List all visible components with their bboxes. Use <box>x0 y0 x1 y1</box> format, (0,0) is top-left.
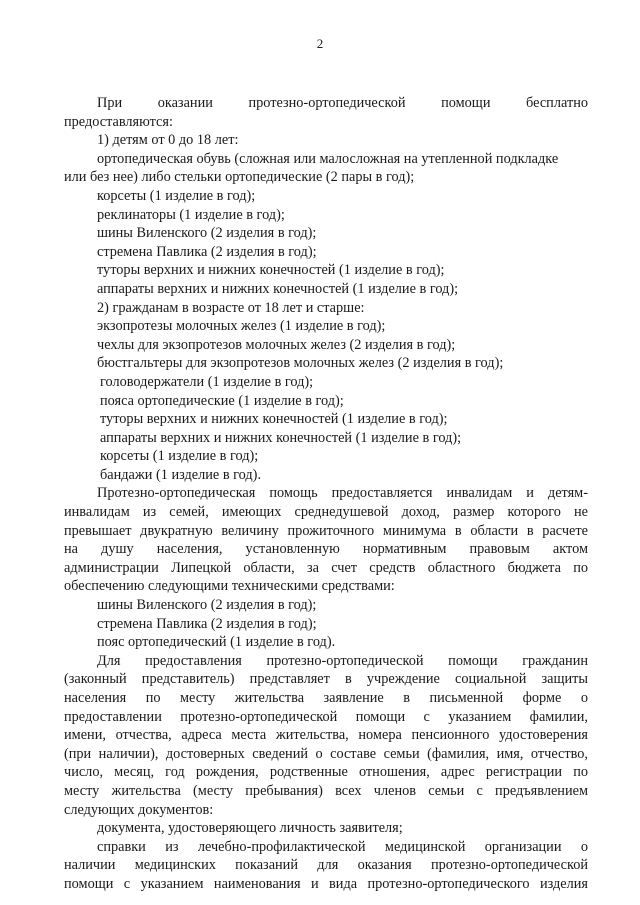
text-line: туторы верхних и нижних конечностей (1 изделие в год); <box>97 262 445 279</box>
text-line: месту жительства (месту пребывания) всех членов семьи с предъявлением <box>64 782 588 799</box>
text-line: пояс ортопедический (1 изделие в год). <box>97 634 336 651</box>
text-line: предоставляются: <box>64 113 173 130</box>
text-line: шины Виленского (2 изделия в год); <box>97 225 317 242</box>
text-line: Протезно-ортопедическая помощь предоставляется инвалидам и детям- <box>97 485 588 502</box>
text-line: предоставлении протезно-ортопедической помощи с указанием фамилии, <box>64 708 588 725</box>
text-line: чехлы для экзопротезов молочных желез (2 изделия в год); <box>97 336 456 353</box>
text-line: инвалидам из семей, имеющих среднедушевой доход, размер которого не <box>64 504 588 521</box>
text-line: экзопротезы молочных желез (1 изделие в год); <box>97 318 386 335</box>
text-line: администрации Липецкой области, за счет средств областного бюджета по <box>64 559 588 576</box>
text-line: помощи с указанием наименования и вида протезно-ортопедического изделия <box>64 875 588 892</box>
document-body <box>64 94 588 894</box>
text-line: корсеты (1 изделие в год); <box>100 448 259 465</box>
text-line: на душу населения, установленную нормативным правовым актом <box>64 541 588 558</box>
text-line: туторы верхних и нижних конечностей (1 изделие в год); <box>100 411 448 428</box>
text-line: стремена Павлика (2 изделия в год); <box>97 615 317 632</box>
text-line: следующих документов: <box>64 801 214 818</box>
text-line: аппараты верхних и нижних конечностей (1 изделие в год); <box>100 429 462 446</box>
text-line: или без нее) либо стельки ортопедические (2 пары в год); <box>64 169 415 186</box>
text-line: справки из лечебно-профилактической медицинской организации о <box>97 838 588 855</box>
text-line: пояса ортопедические (1 изделие в год); <box>100 392 344 409</box>
text-line: документа, удостоверяющего личность заявителя; <box>97 820 403 837</box>
text-line: При оказании протезно-ортопедической помощи бесплатно <box>97 95 588 111</box>
text-line: обеспечению следующими техническими средствами: <box>64 578 395 595</box>
text-line: аппараты верхних и нижних конечностей (1 изделие в год); <box>97 280 459 297</box>
text-line: реклинаторы (1 изделие в год); <box>97 206 285 223</box>
text-line: населения по месту жительства заявление в письменной форме о <box>64 690 588 706</box>
text-line: превышает двукратную величину прожиточного минимума в области в расчете <box>64 522 588 539</box>
text-line: (при наличии), достоверных сведений о составе семьи (фамилия, имя, отчество, <box>64 745 588 762</box>
text-line: корсеты (1 изделие в год); <box>97 187 256 204</box>
text-line: имени, отчества, адреса места жительства, номера пенсионного удостоверения <box>64 727 588 744</box>
text-line: ортопедическая обувь (сложная или малосложная на утепленной подкладке <box>97 150 559 167</box>
text-line: шины Виленского (2 изделия в год); <box>97 597 317 614</box>
text-line: головодержатели (1 изделие в год); <box>100 373 314 390</box>
text-line: 1) детям от 0 до 18 лет: <box>97 132 239 149</box>
text-line: 2) гражданам в возрасте от 18 лет и старше: <box>97 299 365 316</box>
text-line: бюстгальтеры для экзопротезов молочных желез (2 изделия в год); <box>97 355 504 372</box>
text-line: наличии медицинских показаний для оказания протезно-ортопедической <box>64 857 588 874</box>
text-line: Для предоставления протезно-ортопедической помощи гражданин <box>97 652 588 669</box>
text-line: число, месяц, год рождения, родственные отношения, адрес регистрации по <box>64 764 588 781</box>
text-line: стремена Павлика (2 изделия в год); <box>97 243 317 260</box>
text-line: (законный представитель) представляет в учреждение социальной защиты <box>64 671 588 688</box>
page-number: 2 <box>316 36 324 51</box>
text-line: бандажи (1 изделие в год). <box>100 466 262 483</box>
